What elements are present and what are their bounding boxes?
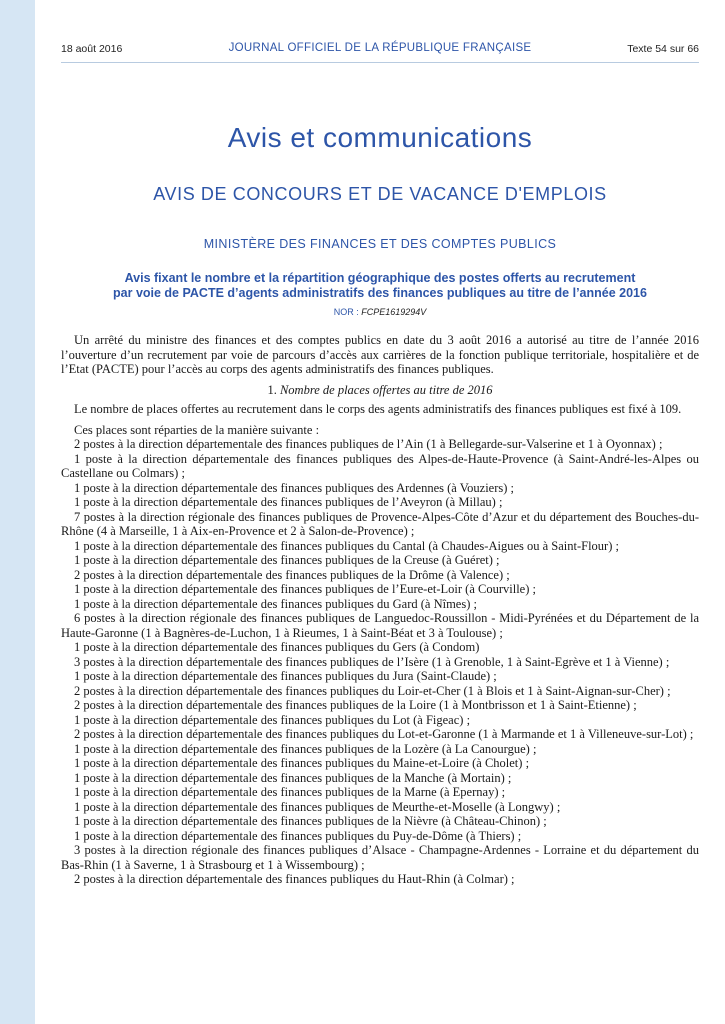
nor-label: NOR : bbox=[333, 307, 362, 317]
document-page bbox=[35, 0, 725, 1024]
list-item: 1 poste à la direction départementale des finances publiques du Gers (à Condom) bbox=[74, 640, 480, 654]
intro-paragraph: Un arrêté du ministre des finances et des comptes publics en date du 3 août 2016 a autorisé au titre de l’année 2016 l’ouverture d’un recrutement par voie de parcours d’accès aux carrières de la fonction publique territoriale, hospitalière et de l’Etat (PACTE) pour l’accès au corps des agents administratifs des finances publiques. bbox=[61, 333, 699, 376]
list-item: 6 postes à la direction régionale des finances publiques de Languedoc-Roussillon - Midi-Pyrénées et du Département de la Haute-Garonne (1 à Bagnères-de-Luchon, 1 à Rieumes, 1 à Saint-Béat et 3 à Toulouse) ; bbox=[61, 611, 699, 640]
list-item: 7 postes à la direction régionale des finances publiques de Provence-Alpes-Côte d’Azur et du département des Bouches-du-Rhône (4 à Marseille, 1 à Aix-en-Provence et 2 à Salon-de-Provence) ; bbox=[61, 509, 699, 538]
distribution-lead: Ces places sont réparties de la manière suivante : bbox=[74, 422, 320, 437]
list-item: 1 poste à la direction départementale des finances publiques de la Manche (à Mortain) ; bbox=[74, 770, 512, 785]
distribution-list bbox=[61, 437, 699, 887]
list-item: 2 postes à la direction départementale des finances publiques de l’Ain (1 à Bellegarde-sur-Valserine et 1 à Oyonnax) ; bbox=[74, 437, 663, 451]
left-margin-bar bbox=[0, 0, 35, 1024]
nor-reference bbox=[35, 307, 725, 317]
list-item: 2 postes à la direction départementale des finances publiques du Lot-et-Garonne (1 à Marmande et 1 à Villeneuve-sur-Lot) ; bbox=[74, 727, 694, 741]
header-text-number: Texte 54 sur 66 bbox=[627, 43, 699, 55]
list-item: 1 poste à la direction départementale des finances publiques de la Marne (à Epernay) ; bbox=[74, 785, 506, 799]
page-header bbox=[61, 41, 699, 59]
list-item: 1 poste à la direction départementale des finances publiques de l’Aveyron (à Millau) ; bbox=[74, 495, 503, 509]
document-title bbox=[65, 271, 695, 301]
list-item: 1 poste à la direction départementale des finances publiques de la Lozère (à La Canourgue) ; bbox=[74, 741, 537, 756]
list-item: 1 poste à la direction départementale des finances publiques des Alpes-de-Haute-Provence (à Saint-André-les-Alpes ou Castellane ou Colmars) ; bbox=[61, 451, 699, 480]
document-title-line-2: par voie de PACTE d’agents administratifs des finances publiques au titre de l’année 2016 bbox=[113, 286, 647, 300]
list-item: 3 postes à la direction départementale des finances publiques de l’Isère (1 à Grenoble, 1 à Saint-Egrève et 1 à Vienne) ; bbox=[74, 654, 670, 669]
list-item: 1 poste à la direction départementale des finances publiques du Lot (à Figeac) ; bbox=[74, 712, 471, 727]
list-item: 2 postes à la direction départementale des finances publiques du Haut-Rhin (à Colmar) ; bbox=[74, 872, 515, 886]
places-paragraph: Le nombre de places offertes au recrutement dans le corps des agents administratifs des finances publiques est fixé à 109. bbox=[74, 402, 682, 416]
document-title-line-1: Avis fixant le nombre et la répartition géographique des postes offerts au recrutement bbox=[124, 271, 636, 285]
list-item: 2 postes à la direction départementale des finances publiques de la Loire (1 à Montbrisson et 1 à Saint-Etienne) ; bbox=[74, 698, 637, 712]
list-item: 1 poste à la direction départementale des finances publiques de Meurthe-et-Moselle (à Longwy) ; bbox=[74, 799, 561, 814]
ministry-name: MINISTÈRE DES FINANCES ET DES COMPTES PUBLICS bbox=[203, 237, 557, 251]
list-item: 1 poste à la direction départementale des finances publiques du Puy-de-Dôme (à Thiers) ; bbox=[74, 828, 522, 843]
list-item: 1 poste à la direction départementale des finances publiques de l’Eure-et-Loir (à Courville) ; bbox=[74, 582, 536, 596]
list-item: 1 poste à la direction départementale des finances publiques des Ardennes (à Vouziers) ; bbox=[74, 480, 515, 495]
subsection-title: AVIS DE CONCOURS ET DE VACANCE D'EMPLOIS bbox=[153, 184, 607, 204]
list-item: 1 poste à la direction départementale des finances publiques de la Creuse (à Guéret) ; bbox=[74, 553, 500, 567]
list-item: 1 poste à la direction départementale des finances publiques du Gard (à Nîmes) ; bbox=[74, 596, 477, 611]
list-item: 2 postes à la direction départementale des finances publiques de la Drôme (à Valence) ; bbox=[74, 567, 510, 582]
section-title: Avis et communications bbox=[227, 122, 533, 153]
list-item: 1 poste à la direction départementale des finances publiques du Maine-et-Loire (à Cholet) ; bbox=[74, 756, 530, 770]
header-journal-title: JOURNAL OFFICIEL DE LA RÉPUBLIQUE FRANÇAISE bbox=[228, 42, 532, 54]
section-heading-number: 1. bbox=[267, 382, 280, 397]
section-heading bbox=[61, 383, 699, 398]
header-date: 18 août 2016 bbox=[61, 43, 123, 55]
document-body bbox=[61, 333, 699, 887]
list-item: 1 poste à la direction départementale des finances publiques du Cantal (à Chaudes-Aigues ou à Saint-Flour) ; bbox=[74, 538, 619, 553]
header-divider bbox=[61, 62, 699, 63]
nor-code: FCPE1619294V bbox=[361, 307, 427, 317]
section-heading-text: Nombre de places offertes au titre de 2016 bbox=[279, 382, 493, 397]
list-item: 2 postes à la direction départementale des finances publiques du Loir-et-Cher (1 à Blois et 1 à Saint-Aignan-sur-Cher) ; bbox=[74, 683, 671, 698]
list-item: 1 poste à la direction départementale des finances publiques de la Nièvre (à Château-Chinon) ; bbox=[74, 814, 547, 828]
list-item: 3 postes à la direction régionale des finances publiques d’Alsace - Champagne-Ardennes - Lorraine et du département du Bas-Rhin (1 à Saverne, 1 à Strasbourg et 1 à Wissembourg) ; bbox=[61, 843, 699, 872]
list-item: 1 poste à la direction départementale des finances publiques du Jura (Saint-Claude) ; bbox=[74, 669, 497, 683]
